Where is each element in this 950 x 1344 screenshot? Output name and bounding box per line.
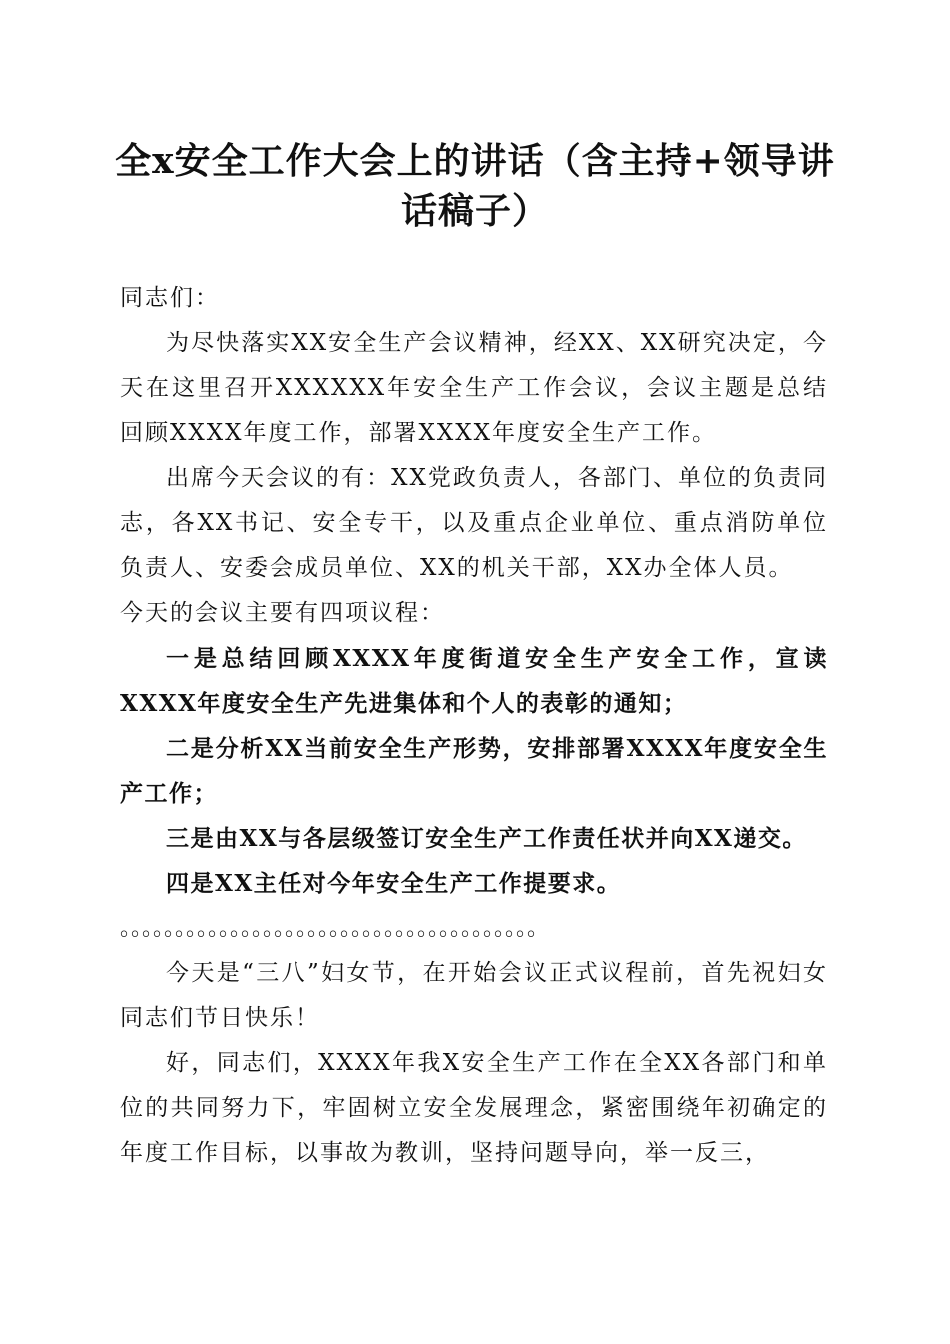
agenda-item-4: 四是XX主任对今年安全生产工作提要求。 bbox=[166, 870, 622, 897]
ellipsis-divider: 。。。。。。。。。。。。。。。。。。。。。。。。。。。。。。。。。。。。。。 bbox=[120, 916, 550, 941]
paragraph-meeting-purpose: 为尽快落实XX安全生产会议精神，经XX、XX研究决定，今天在这里召开XXXXXX年安全生产工作会议，会议主题是总结回顾XXXX年度工作，部署XXXX年度安全生产工作。 bbox=[120, 330, 828, 446]
agenda-item-3: 三是由XX与各层级签订安全生产工作责任状并向XX递交。 bbox=[166, 825, 807, 852]
paragraph-work-review: 好，同志们，XXXX年我X安全生产工作在全XX各部门和单位的共同努力下，牢固树立安全发展理念，紧密围绕年初确定的年度工作目标，以事故为教训，坚持问题导向，举一反三， bbox=[120, 1050, 828, 1166]
paragraph-womens-day: 今天是“三八”妇女节，在开始会议正式议程前，首先祝妇女同志们节日快乐！ bbox=[120, 960, 828, 1031]
document-body bbox=[120, 276, 828, 1176]
agenda-item-1: 一是总结回顾XXXX年度街道安全生产安全工作，宣读XXXX年度安全生产先进集体和个人的表彰的通知； bbox=[120, 645, 828, 717]
salutation: 同志们： bbox=[120, 285, 220, 311]
paragraph-attendees: 出席今天会议的有：XX党政负责人，各部门、单位的负责同志，各XX书记、安全专干，以及重点企业单位、重点消防单位负责人、安委会成员单位、XX的机关干部，XX办全体人员。 bbox=[120, 465, 828, 581]
document-title bbox=[100, 136, 850, 236]
title-line-1: 全x安全工作大会上的讲话（含主持+领导讲 bbox=[115, 140, 835, 182]
agenda-item-2: 二是分析XX当前安全生产形势，安排部署XXXX年度安全生产工作； bbox=[120, 735, 828, 807]
title-line-2: 话稿子） bbox=[400, 190, 549, 232]
paragraph-agenda-intro: 今天的会议主要有四项议程： bbox=[120, 600, 445, 626]
